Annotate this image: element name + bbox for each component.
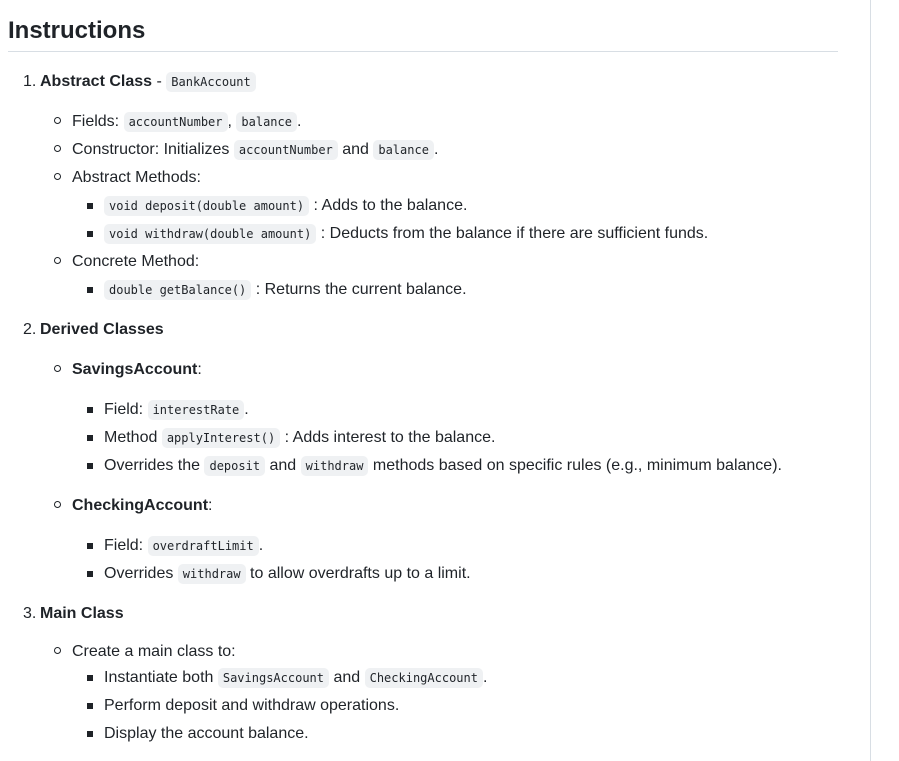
section-heading [23,600,838,628]
square-bullet-icon [87,231,93,237]
list-item: Overrides withdraw to allow overdrafts up to a limit. [72,560,838,588]
section-heading [23,316,838,344]
inline-code: accountNumber [124,112,228,132]
list-item: Field: overdraftLimit . [72,532,838,560]
page-title: Instructions [8,0,838,52]
section-title: Main Class [40,605,124,622]
inline-code: balance [236,112,297,132]
list-item: Display the account balance. [72,720,838,748]
inline-code: accountNumber [234,140,338,160]
main-class-steps [72,664,838,748]
list-item: double getBalance() : Returns the current balance. [72,276,838,304]
section-number: 1. [23,73,37,90]
concrete-methods-list [72,276,838,304]
circle-bullet-icon [54,145,61,152]
list-item: Create a main class to: Instantiate both SavingsAccount and CheckingAccount . Perform deposit and withdraw operations. Display the account balance. [40,640,838,748]
circle-bullet-icon [54,173,61,180]
list-item: void deposit(double amount) : Adds to the balance. [72,192,838,220]
square-bullet-icon [87,731,93,737]
main-class-list [40,640,838,748]
section-title: Abstract Class [40,73,153,90]
list-item: Field: interestRate . [72,396,838,424]
list-item: Method applyInterest() : Adds interest to the balance. [72,424,838,452]
circle-bullet-icon [54,365,61,372]
list-item: Concrete Method: double getBalance() : Returns the current balance. [40,248,838,304]
list-item: Perform deposit and withdraw operations. [72,692,838,720]
inline-code: withdraw [178,564,246,584]
inline-code: overdraftLimit [148,536,259,556]
inline-code: interestRate [148,400,245,420]
class-name-code: BankAccount [166,72,255,92]
list-item: CheckingAccount: Field: overdraftLimit . Overrides withdraw to allow overdrafts up to a limit. [40,492,838,588]
savings-account-details [72,396,838,480]
inline-code: withdraw [301,456,369,476]
inline-code: void withdraw(double amount) [104,224,316,244]
square-bullet-icon [87,543,93,549]
circle-bullet-icon [54,501,61,508]
inline-code: SavingsAccount [218,668,329,688]
list-item: Constructor: Initializes accountNumber and balance . [40,136,838,164]
section-abstract-class [8,68,838,304]
circle-bullet-icon [54,647,61,654]
section-number: 2. [23,321,37,338]
section-title: Derived Classes [40,321,164,338]
square-bullet-icon [87,675,93,681]
inline-code: CheckingAccount [365,668,483,688]
instructions-list [8,68,838,748]
section-main-class [8,600,838,748]
inline-code: applyInterest() [162,428,280,448]
list-item: Fields: accountNumber , balance . [40,108,838,136]
circle-bullet-icon [54,117,61,124]
inline-code: void deposit(double amount) [104,196,309,216]
inline-code: balance [373,140,434,160]
list-item: Instantiate both SavingsAccount and CheckingAccount . [72,664,838,692]
square-bullet-icon [87,703,93,709]
list-item: Overrides the deposit and withdraw methods based on specific rules (e.g., minimum balance). [72,452,838,480]
square-bullet-icon [87,463,93,469]
square-bullet-icon [87,407,93,413]
list-item: void withdraw(double amount) : Deducts from the balance if there are sufficient funds. [72,220,838,248]
square-bullet-icon [87,203,93,209]
derived-classes-list [40,356,838,588]
instructions-content [8,0,838,748]
class-name: SavingsAccount [72,361,198,378]
abstract-class-details [40,108,838,304]
square-bullet-icon [87,435,93,441]
section-derived-classes [8,316,838,588]
circle-bullet-icon [54,257,61,264]
checking-account-details [72,532,838,588]
abstract-methods-list [72,192,838,248]
inline-code: double getBalance() [104,280,251,300]
square-bullet-icon [87,571,93,577]
list-item: SavingsAccount: Field: interestRate . Method applyInterest() : Adds interest to the balance. Overrides the deposit and withdraw methods based on specific rules (e.g., minimum balance). [40,356,838,480]
inline-code: deposit [204,456,265,476]
section-heading: 1. Abstract Class - BankAccount [40,68,838,96]
right-divider [870,0,871,761]
class-name: CheckingAccount [72,497,209,514]
square-bullet-icon [87,287,93,293]
list-item: Abstract Methods: void deposit(double amount) : Adds to the balance. void withdraw(double amount) : Deducts from the balance if there are sufficient funds. [40,164,838,248]
section-number: 3. [23,605,37,622]
